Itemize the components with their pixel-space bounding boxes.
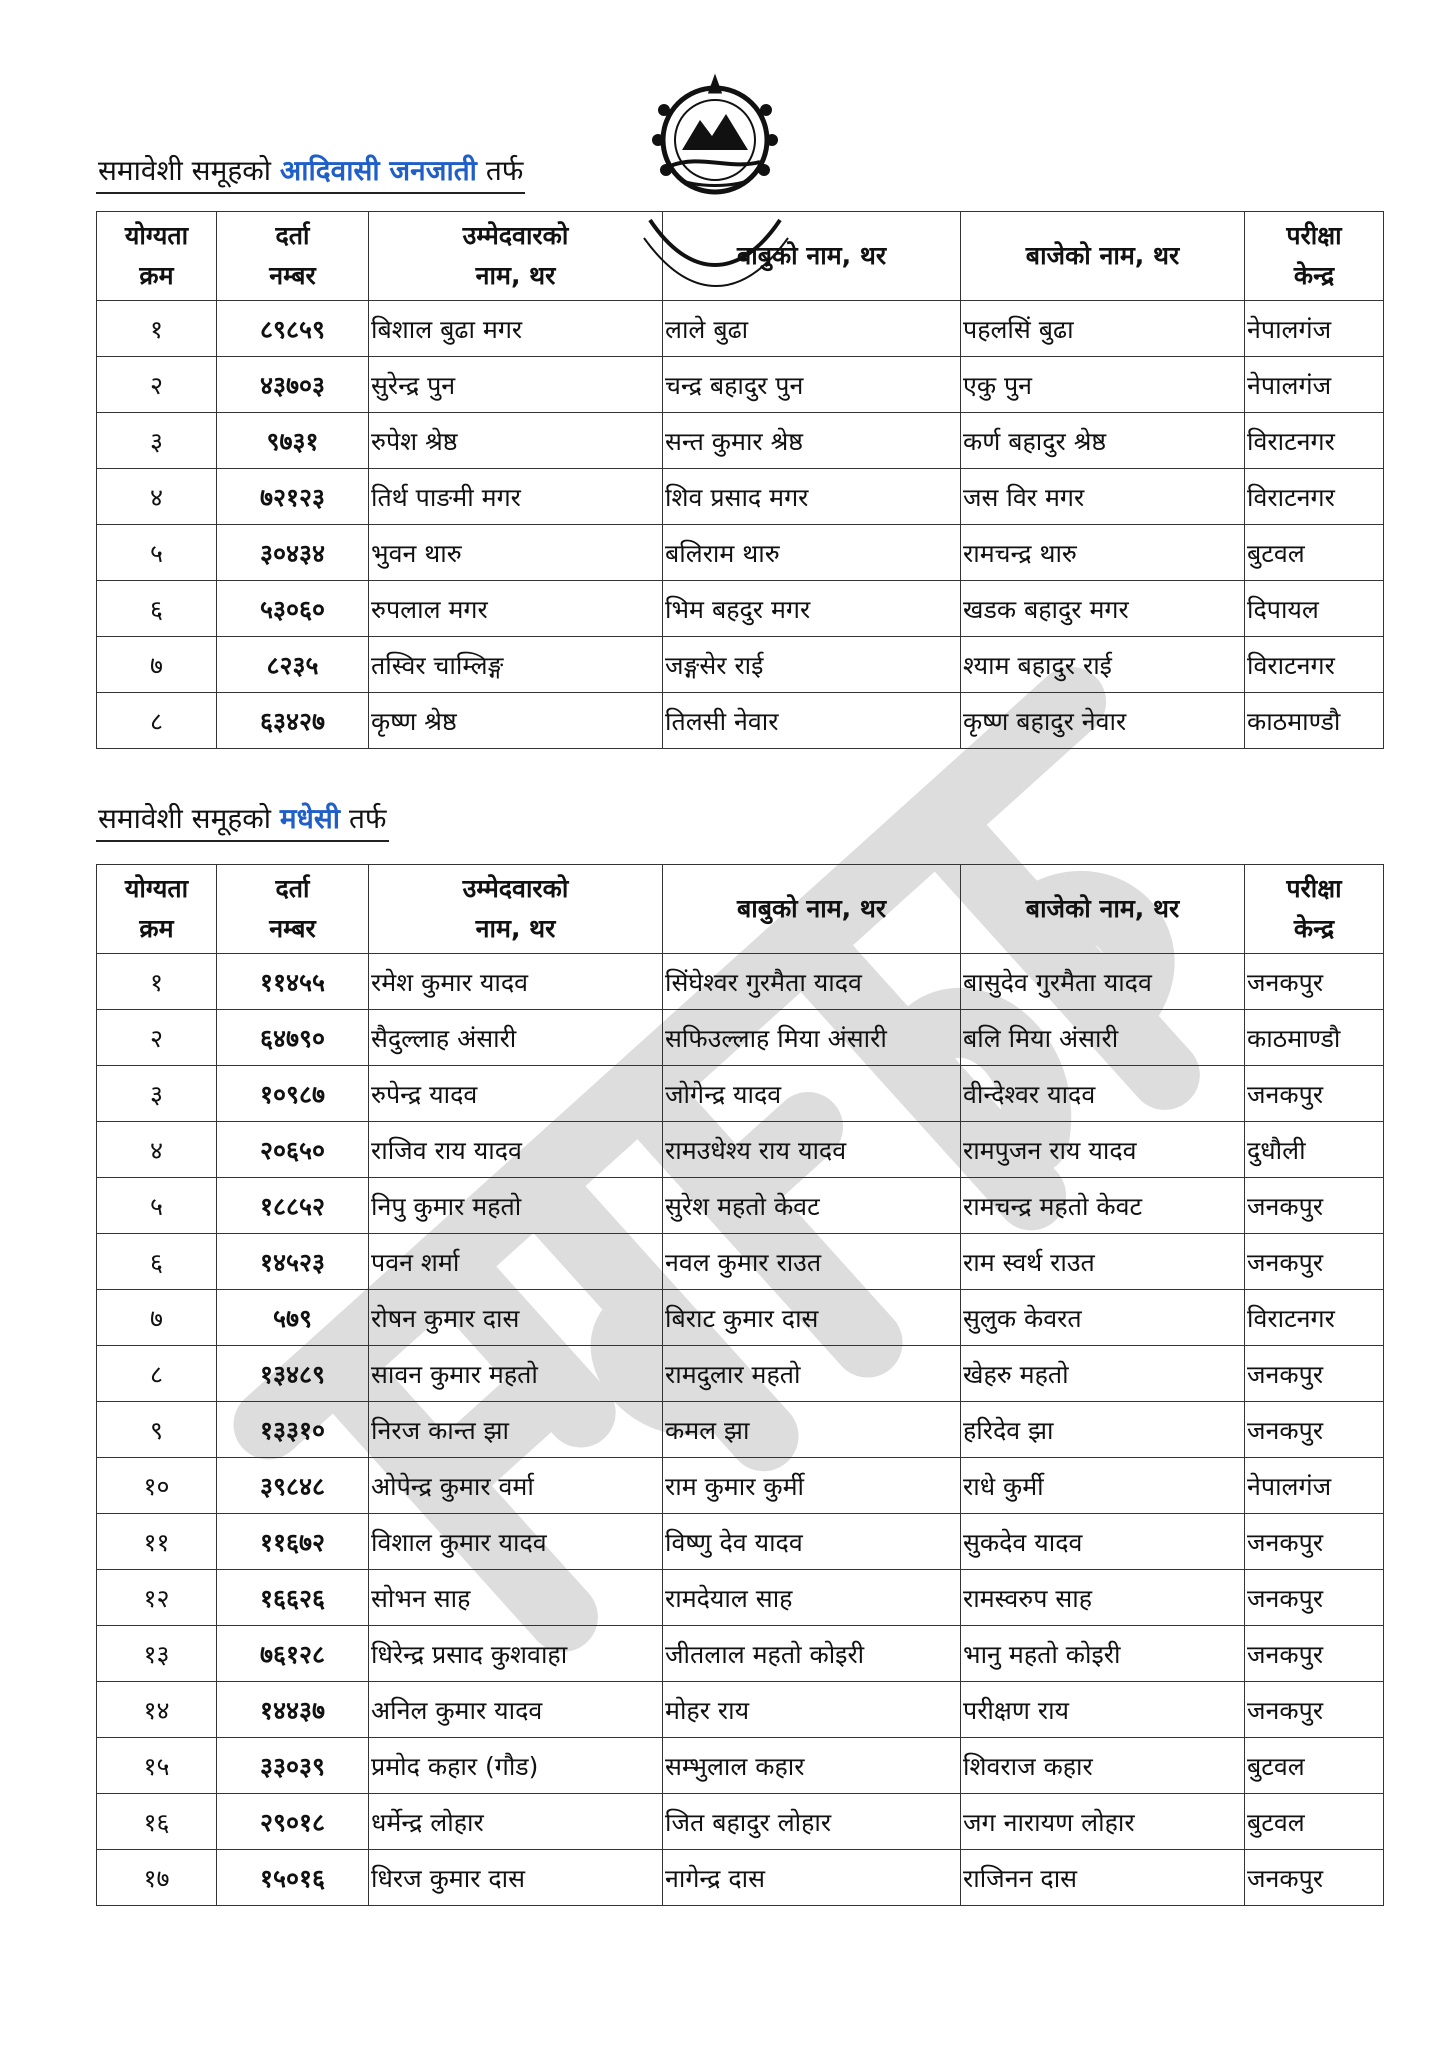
cell-exam-center: दिपायल <box>1245 581 1384 637</box>
cell-father-name: जीतलाल महतो कोइरी <box>663 1626 961 1682</box>
cell-registration-number: ४३७०३ <box>217 357 369 413</box>
table-row <box>97 1178 1384 1234</box>
cell-merit-rank: ४ <box>97 469 217 525</box>
col-header-candidate-name: उम्मेदवारको नाम, थर <box>369 865 663 954</box>
cell-grandfather-name: रामचन्द्र महतो केवट <box>961 1178 1245 1234</box>
cell-candidate-name: निपु कुमार महतो <box>369 1178 663 1234</box>
cell-registration-number: १४४३७ <box>217 1682 369 1738</box>
cell-grandfather-name: बासुदेव गुरमैता यादव <box>961 954 1245 1010</box>
section1-heading-prefix: समावेशी समूहको <box>98 154 280 187</box>
cell-exam-center: विराटनगर <box>1245 413 1384 469</box>
cell-candidate-name: रुपेन्द्र यादव <box>369 1066 663 1122</box>
cell-grandfather-name: रामचन्द्र थारु <box>961 525 1245 581</box>
cell-father-name: बलिराम थारु <box>663 525 961 581</box>
cell-exam-center: नेपालगंज <box>1245 357 1384 413</box>
cell-candidate-name: पवन शर्मा <box>369 1234 663 1290</box>
cell-candidate-name: रुपलाल मगर <box>369 581 663 637</box>
col-header-father-name: बाबुको नाम, थर <box>663 212 961 301</box>
cell-father-name: तिलसी नेवार <box>663 693 961 749</box>
cell-father-name: रामदेयाल साह <box>663 1570 961 1626</box>
cell-father-name: राम कुमार कुर्मी <box>663 1458 961 1514</box>
cell-registration-number: २०६५० <box>217 1122 369 1178</box>
table-row <box>97 1010 1384 1066</box>
col-header-grandfather-name: बाजेको नाम, थर <box>961 212 1245 301</box>
cell-grandfather-name: पहलसिं बुढा <box>961 301 1245 357</box>
cell-registration-number: ९७३१ <box>217 413 369 469</box>
cell-candidate-name: प्रमोद कहार (गौड) <box>369 1738 663 1794</box>
cell-merit-rank: २ <box>97 357 217 413</box>
cell-candidate-name: राजिव राय यादव <box>369 1122 663 1178</box>
cell-exam-center: जनकपुर <box>1245 1178 1384 1234</box>
table-row <box>97 1850 1384 1906</box>
cell-grandfather-name: रामस्वरुप साह <box>961 1570 1245 1626</box>
cell-merit-rank: ७ <box>97 1290 217 1346</box>
cell-candidate-name: तस्विर चाम्लिङ्ग <box>369 637 663 693</box>
cell-registration-number: १३४८९ <box>217 1346 369 1402</box>
cell-merit-rank: १२ <box>97 1570 217 1626</box>
table-row <box>97 1514 1384 1570</box>
cell-exam-center: काठमाण्डौ <box>1245 693 1384 749</box>
cell-grandfather-name: भानु महतो कोइरी <box>961 1626 1245 1682</box>
cell-father-name: भिम बहदुर मगर <box>663 581 961 637</box>
section2-heading-suffix: तर्फ <box>340 802 387 835</box>
cell-candidate-name: रुपेश श्रेष्ठ <box>369 413 663 469</box>
cell-father-name: सम्भुलाल कहार <box>663 1738 961 1794</box>
table-row <box>97 1066 1384 1122</box>
cell-father-name: सुरेश महतो केवट <box>663 1178 961 1234</box>
cell-registration-number: ७२१२३ <box>217 469 369 525</box>
cell-merit-rank: ८ <box>97 1346 217 1402</box>
cell-father-name: कमल झा <box>663 1402 961 1458</box>
cell-exam-center: जनकपुर <box>1245 1346 1384 1402</box>
cell-merit-rank: १५ <box>97 1738 217 1794</box>
cell-father-name: बिराट कुमार दास <box>663 1290 961 1346</box>
cell-merit-rank: १३ <box>97 1626 217 1682</box>
cell-father-name: लाले बुढा <box>663 301 961 357</box>
cell-registration-number: ७६१२८ <box>217 1626 369 1682</box>
table-row <box>97 1570 1384 1626</box>
table-row <box>97 469 1384 525</box>
cell-merit-rank: ३ <box>97 413 217 469</box>
cell-grandfather-name: जस विर मगर <box>961 469 1245 525</box>
cell-candidate-name: धर्मेन्द्र लोहार <box>369 1794 663 1850</box>
cell-candidate-name: विशाल कुमार यादव <box>369 1514 663 1570</box>
cell-registration-number: ६४७९० <box>217 1010 369 1066</box>
cell-exam-center: दुधौली <box>1245 1122 1384 1178</box>
cell-grandfather-name: शिवराज कहार <box>961 1738 1245 1794</box>
cell-candidate-name: ओपेन्द्र कुमार वर्मा <box>369 1458 663 1514</box>
cell-candidate-name: कृष्ण श्रेष्ठ <box>369 693 663 749</box>
table-row <box>97 1794 1384 1850</box>
cell-grandfather-name: सुकदेव यादव <box>961 1514 1245 1570</box>
cell-father-name: रामउधेश्य राय यादव <box>663 1122 961 1178</box>
cell-father-name: विष्णु देव यादव <box>663 1514 961 1570</box>
cell-registration-number: १३३१० <box>217 1402 369 1458</box>
table-header-row <box>97 865 1384 954</box>
cell-exam-center: विराटनगर <box>1245 637 1384 693</box>
table-row <box>97 954 1384 1010</box>
col-header-grandfather-name: बाजेको नाम, थर <box>961 865 1245 954</box>
cell-exam-center: बुटवल <box>1245 525 1384 581</box>
cell-grandfather-name: राधे कुर्मी <box>961 1458 1245 1514</box>
cell-grandfather-name: सुलुक केवरत <box>961 1290 1245 1346</box>
cell-merit-rank: ५ <box>97 525 217 581</box>
cell-exam-center: जनकपुर <box>1245 1682 1384 1738</box>
cell-grandfather-name: रामपुजन राय यादव <box>961 1122 1245 1178</box>
cell-registration-number: ५७९ <box>217 1290 369 1346</box>
cell-exam-center: जनकपुर <box>1245 1234 1384 1290</box>
cell-exam-center: जनकपुर <box>1245 1514 1384 1570</box>
cell-candidate-name: बिशाल बुढा मगर <box>369 301 663 357</box>
col-header-registration-number: दर्ता नम्बर <box>217 212 369 301</box>
cell-grandfather-name: हरिदेव झा <box>961 1402 1245 1458</box>
cell-merit-rank: १ <box>97 954 217 1010</box>
cell-exam-center: जनकपुर <box>1245 1066 1384 1122</box>
cell-exam-center: काठमाण्डौ <box>1245 1010 1384 1066</box>
col-header-merit-rank: योग्यता क्रम <box>97 212 217 301</box>
cell-merit-rank: ६ <box>97 1234 217 1290</box>
cell-merit-rank: ९ <box>97 1402 217 1458</box>
cell-exam-center: जनकपुर <box>1245 1570 1384 1626</box>
col-header-exam-center: परीक्षा केन्द्र <box>1245 865 1384 954</box>
table-row <box>97 637 1384 693</box>
cell-exam-center: बुटवल <box>1245 1794 1384 1850</box>
cell-registration-number: ११४५५ <box>217 954 369 1010</box>
cell-grandfather-name: परीक्षण राय <box>961 1682 1245 1738</box>
section1-heading-suffix: तर्फ <box>476 154 524 187</box>
cell-candidate-name: निरज कान्त झा <box>369 1402 663 1458</box>
table-row <box>97 1458 1384 1514</box>
table-row <box>97 1682 1384 1738</box>
table-row <box>97 525 1384 581</box>
cell-candidate-name: रोषन कुमार दास <box>369 1290 663 1346</box>
cell-grandfather-name: राम स्वर्थ राउत <box>961 1234 1245 1290</box>
cell-candidate-name: रमेश कुमार यादव <box>369 954 663 1010</box>
cell-registration-number: ३९८४८ <box>217 1458 369 1514</box>
cell-exam-center: विराटनगर <box>1245 1290 1384 1346</box>
section1-heading-highlight: आदिवासी जनजाती <box>279 154 477 187</box>
cell-candidate-name: अनिल कुमार यादव <box>369 1682 663 1738</box>
madhesi-table <box>96 864 1384 1906</box>
cell-father-name: सफिउल्लाह मिया अंसारी <box>663 1010 961 1066</box>
cell-father-name: सन्त कुमार श्रेष्ठ <box>663 413 961 469</box>
cell-father-name: नागेन्द्र दास <box>663 1850 961 1906</box>
cell-grandfather-name: खेहरु महतो <box>961 1346 1245 1402</box>
table-row <box>97 357 1384 413</box>
cell-candidate-name: धिरेन्द्र प्रसाद कुशवाहा <box>369 1626 663 1682</box>
table-row <box>97 1234 1384 1290</box>
cell-registration-number: २९०१८ <box>217 1794 369 1850</box>
col-header-merit-rank: योग्यता क्रम <box>97 865 217 954</box>
cell-merit-rank: १७ <box>97 1850 217 1906</box>
cell-father-name: जित बहादुर लोहार <box>663 1794 961 1850</box>
table-row <box>97 1738 1384 1794</box>
table-row <box>97 1626 1384 1682</box>
cell-merit-rank: ३ <box>97 1066 217 1122</box>
table-row <box>97 693 1384 749</box>
cell-merit-rank: ११ <box>97 1514 217 1570</box>
cell-registration-number: ५३०६० <box>217 581 369 637</box>
cell-merit-rank: १ <box>97 301 217 357</box>
cell-registration-number: ८९८५९ <box>217 301 369 357</box>
section2-heading <box>96 800 389 842</box>
cell-exam-center: जनकपुर <box>1245 954 1384 1010</box>
cell-merit-rank: ६ <box>97 581 217 637</box>
table-row <box>97 1122 1384 1178</box>
cell-exam-center: बुटवल <box>1245 1738 1384 1794</box>
cell-grandfather-name: राजिनन दास <box>961 1850 1245 1906</box>
cell-registration-number: १६६२६ <box>217 1570 369 1626</box>
table-row <box>97 1290 1384 1346</box>
cell-registration-number: १८८५२ <box>217 1178 369 1234</box>
section2-heading-highlight: मधेसी <box>279 802 341 835</box>
col-header-candidate-name: उम्मेदवारको नाम, थर <box>369 212 663 301</box>
government-seal <box>630 70 800 305</box>
section1-heading <box>96 152 525 194</box>
cell-candidate-name: सुरेन्द्र पुन <box>369 357 663 413</box>
cell-registration-number: १४५२३ <box>217 1234 369 1290</box>
cell-candidate-name: धिरज कुमार दास <box>369 1850 663 1906</box>
cell-candidate-name: सावन कुमार महतो <box>369 1346 663 1402</box>
cell-merit-rank: ५ <box>97 1178 217 1234</box>
cell-merit-rank: ८ <box>97 693 217 749</box>
table-row <box>97 581 1384 637</box>
cell-candidate-name: भुवन थारु <box>369 525 663 581</box>
cell-merit-rank: २ <box>97 1010 217 1066</box>
cell-grandfather-name: कृष्ण बहादुर नेवार <box>961 693 1245 749</box>
cell-registration-number: ३०४३४ <box>217 525 369 581</box>
table-row <box>97 1346 1384 1402</box>
cell-merit-rank: ७ <box>97 637 217 693</box>
cell-registration-number: ११६७२ <box>217 1514 369 1570</box>
col-header-exam-center: परीक्षा केन्द्र <box>1245 212 1384 301</box>
cell-grandfather-name: खडक बहादुर मगर <box>961 581 1245 637</box>
cell-father-name: सिंघेश्वर गुरमैता यादव <box>663 954 961 1010</box>
cell-merit-rank: १६ <box>97 1794 217 1850</box>
table-row <box>97 301 1384 357</box>
cell-merit-rank: ४ <box>97 1122 217 1178</box>
cell-exam-center: नेपालगंज <box>1245 301 1384 357</box>
table-row <box>97 1402 1384 1458</box>
cell-father-name: जोगेन्द्र यादव <box>663 1066 961 1122</box>
cell-exam-center: जनकपुर <box>1245 1850 1384 1906</box>
cell-registration-number: १५०१६ <box>217 1850 369 1906</box>
cell-exam-center: नेपालगंज <box>1245 1458 1384 1514</box>
cell-grandfather-name: वीन्देश्वर यादव <box>961 1066 1245 1122</box>
cell-candidate-name: तिर्थ पाङमी मगर <box>369 469 663 525</box>
cell-merit-rank: १४ <box>97 1682 217 1738</box>
cell-grandfather-name: कर्ण बहादुर श्रेष्ठ <box>961 413 1245 469</box>
cell-grandfather-name: एकु पुन <box>961 357 1245 413</box>
cell-registration-number: ८२३५ <box>217 637 369 693</box>
cell-registration-number: ३३०३९ <box>217 1738 369 1794</box>
cell-grandfather-name: जग नारायण लोहार <box>961 1794 1245 1850</box>
cell-merit-rank: १० <box>97 1458 217 1514</box>
section2-heading-prefix: समावेशी समूहको <box>98 802 280 835</box>
cell-registration-number: ६३४२७ <box>217 693 369 749</box>
cell-father-name: रामदुलार महतो <box>663 1346 961 1402</box>
cell-exam-center: जनकपुर <box>1245 1402 1384 1458</box>
cell-exam-center: विराटनगर <box>1245 469 1384 525</box>
cell-grandfather-name: बलि मिया अंसारी <box>961 1010 1245 1066</box>
cell-registration-number: १०९८७ <box>217 1066 369 1122</box>
cell-grandfather-name: श्याम बहादुर राई <box>961 637 1245 693</box>
cell-father-name: जङ्गसेर राई <box>663 637 961 693</box>
col-header-father-name: बाबुको नाम, थर <box>663 865 961 954</box>
col-header-registration-number: दर्ता नम्बर <box>217 865 369 954</box>
cell-father-name: शिव प्रसाद मगर <box>663 469 961 525</box>
cell-candidate-name: सैदुल्लाह अंसारी <box>369 1010 663 1066</box>
cell-candidate-name: सोभन साह <box>369 1570 663 1626</box>
cell-father-name: नवल कुमार राउत <box>663 1234 961 1290</box>
cell-exam-center: जनकपुर <box>1245 1626 1384 1682</box>
cell-father-name: चन्द्र बहादुर पुन <box>663 357 961 413</box>
table-row <box>97 413 1384 469</box>
cell-father-name: मोहर राय <box>663 1682 961 1738</box>
